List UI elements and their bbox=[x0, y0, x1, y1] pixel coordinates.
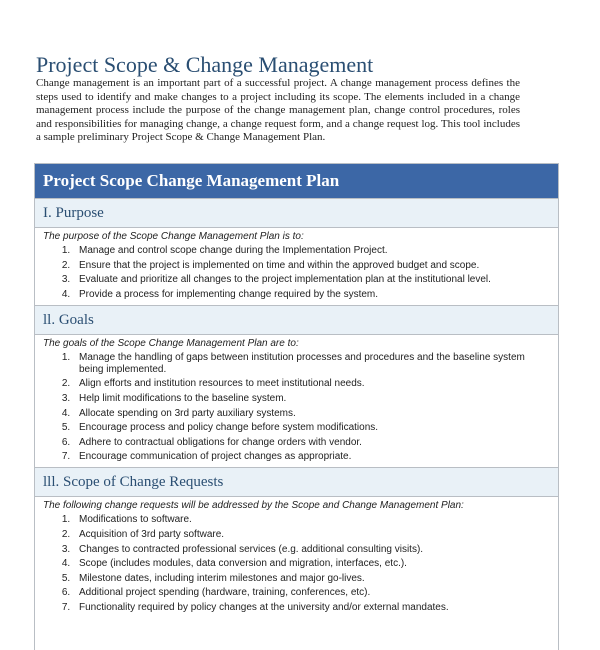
plan-box bbox=[34, 163, 559, 650]
list-item: 2. Acquisition of 3rd party software. bbox=[73, 529, 552, 541]
list-item: 4. Allocate spending on 3rd party auxiliary systems. bbox=[73, 408, 552, 420]
section-intro-purpose: The purpose of the Scope Change Management Plan is to: bbox=[43, 231, 304, 242]
section-intro-scope: The following change requests will be addressed by the Scope and Change Management Plan: bbox=[43, 500, 464, 512]
scope-list bbox=[35, 514, 558, 614]
list-item: 7. Functionality required by policy changes at the university and/or external mandates. bbox=[73, 602, 552, 614]
section-heading-purpose: I. Purpose bbox=[35, 199, 558, 228]
list-item: 6. Adhere to contractual obligations for change orders with vendor. bbox=[73, 437, 552, 449]
purpose-list bbox=[35, 245, 558, 301]
list-item: 3. Help limit modifications to the baseline system. bbox=[73, 393, 552, 405]
section-heading-goals: ll. Goals bbox=[35, 305, 558, 335]
list-item: 3. Changes to contracted professional services (e.g. additional consulting visits). bbox=[73, 544, 552, 556]
goals-list bbox=[35, 352, 558, 464]
section-intro-goals: The goals of the Scope Change Management Plan are to: bbox=[43, 337, 299, 349]
list-item: 4. Scope (includes modules, data conversion and migration, interfaces, etc.). bbox=[73, 558, 552, 570]
list-item: 3. Evaluate and prioritize all changes to the project implementation plan at the institutional level. bbox=[73, 274, 552, 286]
list-item: 2. Ensure that the project is implemented on time and within the approved budget and scope. bbox=[73, 260, 552, 272]
document-intro: Change management is an important part of a successful project. A change management process defines the steps used to identify and make changes to a project including its scope. The elements included in a change management process include the purpose of the change management plan, change control procedures, roles and responsibilities for managing change, a change request form, and a change request log. This tool includes a sample preliminary Project Scope & Change Management Plan. bbox=[36, 77, 520, 143]
list-item: 7. Encourage communication of project changes as appropriate. bbox=[73, 451, 552, 463]
document-title: Project Scope & Change Management bbox=[36, 52, 374, 77]
list-item: 2. Align efforts and institution resources to meet institutional needs. bbox=[73, 378, 552, 390]
list-item: 6. Additional project spending (hardware, training, conferences, etc). bbox=[73, 587, 552, 599]
list-item: 4. Provide a process for implementing change required by the system. bbox=[73, 289, 552, 301]
list-item: 5. Encourage process and policy change before system modifications. bbox=[73, 422, 552, 434]
list-item: 5. Milestone dates, including interim milestones and major go-lives. bbox=[73, 573, 552, 585]
list-item: 1. Modifications to software. bbox=[73, 514, 552, 526]
plan-title: Project Scope Change Management Plan bbox=[35, 164, 558, 199]
section-heading-scope: lll. Scope of Change Requests bbox=[35, 467, 558, 497]
list-item: 1. Manage and control scope change during the Implementation Project. bbox=[73, 245, 552, 257]
list-item: 1. Manage the handling of gaps between institution processes and procedures and the baseline system being implemented. bbox=[73, 352, 552, 376]
